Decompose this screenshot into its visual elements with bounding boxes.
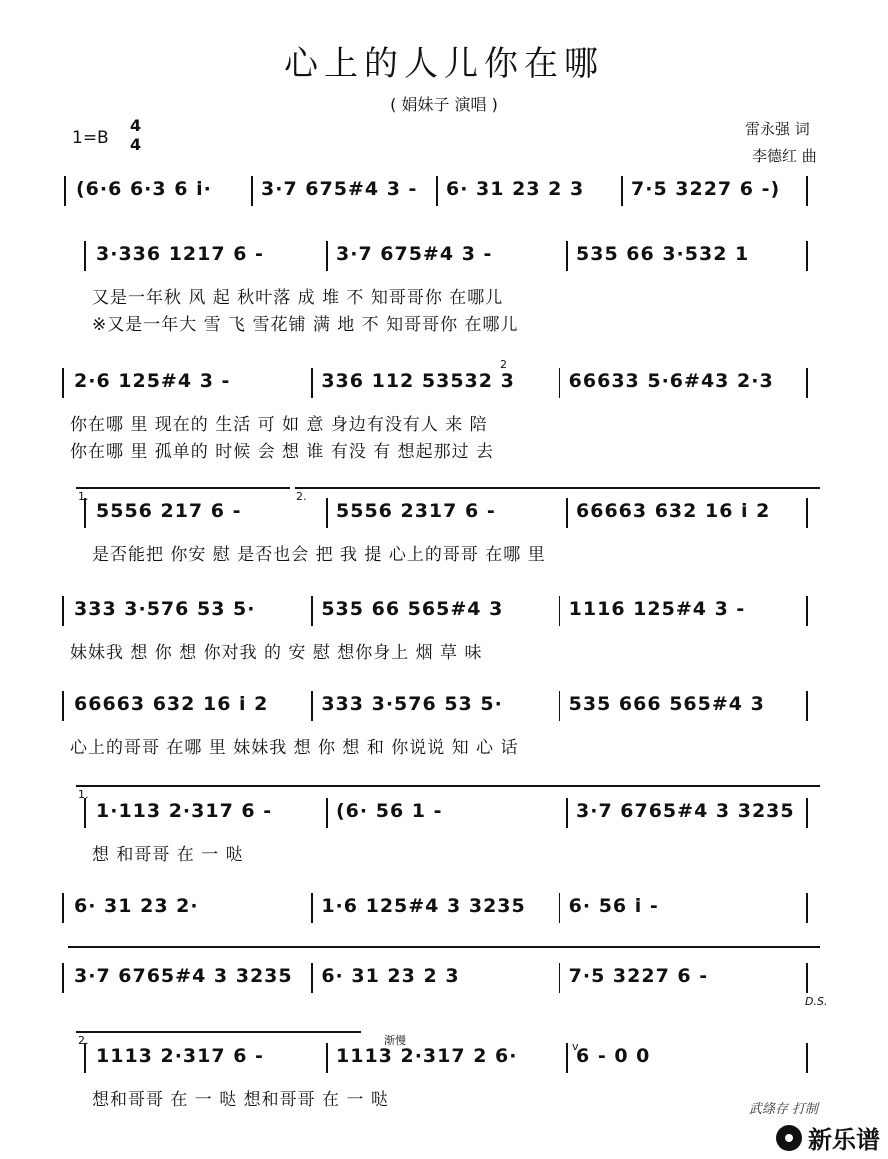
- bar-line: [326, 241, 328, 271]
- measure: 3·7 675#4 3 -: [336, 243, 493, 265]
- bar-line: [566, 1043, 568, 1073]
- bar-line: [806, 1043, 808, 1073]
- volta-1-b: 1.: [78, 788, 89, 801]
- bar-line: [806, 798, 808, 828]
- bar-line: [559, 893, 561, 923]
- bar-line: [806, 963, 808, 993]
- bar-line: [559, 368, 561, 398]
- site-logo: [776, 1120, 880, 1155]
- bar-line-start: [62, 596, 64, 626]
- bar-line: [311, 368, 313, 398]
- bar-line: [806, 368, 808, 398]
- bar-line-start: [62, 368, 64, 398]
- measure: 333 3·576 53 5·: [321, 693, 503, 715]
- bar-line: [566, 798, 568, 828]
- bar-line: [566, 498, 568, 528]
- volta-line-1b: [76, 785, 820, 787]
- section-line: [68, 946, 820, 948]
- lyric-line: 想 和哥哥 在 一 哒: [92, 845, 244, 865]
- measure: 5556 2317 6 -: [336, 500, 496, 522]
- bar-line-start: [84, 241, 86, 271]
- volta-line-2b: [76, 1031, 361, 1033]
- bar-line: [326, 798, 328, 828]
- bar-line: [311, 596, 313, 626]
- measure: (6· 56 1 -: [336, 800, 443, 822]
- bar-line: [806, 498, 808, 528]
- measure: 5556 217 6 -: [96, 500, 242, 522]
- measure: 66633 5·6#43 2·3: [568, 370, 774, 392]
- bar-line: [326, 1043, 328, 1073]
- logo-text: 新乐谱: [808, 1126, 880, 1154]
- measure: 66663 632 16 i 2: [74, 693, 269, 715]
- measure: 6· 31 23 2 3: [321, 965, 460, 987]
- bar-line: [806, 893, 808, 923]
- measure: 3·7 6765#4 3 3235: [576, 800, 795, 822]
- measure: 1·113 2·317 6 -: [96, 800, 273, 822]
- bar-line: [436, 176, 438, 206]
- maker-credit: 武绦存 打制: [748, 1102, 818, 1117]
- bar-line: [311, 963, 313, 993]
- time-bottom: 4: [130, 135, 142, 154]
- measure: 6· 31 23 2·: [74, 895, 199, 917]
- measure: 1116 125#4 3 -: [568, 598, 746, 620]
- bar-line-start: [64, 176, 66, 206]
- measure: 6· 56 i -: [568, 895, 659, 917]
- measure: 3·7 675#4 3 -: [261, 178, 418, 200]
- measure: 1113 2·317 2 6·: [336, 1045, 518, 1067]
- page-subtitle: ( 娟妹子 演唱 ): [390, 95, 498, 114]
- measure: 3·7 6765#4 3 3235: [74, 965, 293, 987]
- lyric-line: 妹妹我 想 你 想 你对我 的 安 慰 想你身上 烟 草 味: [70, 643, 483, 663]
- bar-line-start: [62, 893, 64, 923]
- measure: 535 66 3·532 1: [576, 243, 750, 265]
- bar-line-start: [84, 798, 86, 828]
- lyric-line: 你在哪 里 孤单的 时候 会 想 谁 有没 有 想起那过 去: [70, 442, 495, 462]
- ds-mark: D.S.: [805, 995, 828, 1008]
- breath-mark: v: [572, 1040, 579, 1053]
- bar-line: [559, 596, 561, 626]
- measure: 6· 31 23 2 3: [446, 178, 585, 200]
- measure: 3·336 1217 6 -: [96, 243, 264, 265]
- volta-line-1a: [76, 487, 290, 489]
- measure: 7·5 3227 6 -: [568, 965, 709, 987]
- bar-line-start: [62, 963, 64, 993]
- lyric-line: 你在哪 里 现在的 生活 可 如 意 身边有没有人 来 陪: [70, 415, 488, 435]
- measure: 2·6 125#4 3 -: [74, 370, 231, 392]
- lyric-line: 又是一年秋 风 起 秋叶落 成 堆 不 知哥哥你 在哪儿: [92, 288, 504, 308]
- bar-line-start: [62, 691, 64, 721]
- measure: 535 666 565#4 3: [568, 693, 765, 715]
- measure: (6·6 6·3 6 i·: [76, 178, 212, 200]
- time-top: 4: [130, 116, 142, 135]
- volta-2-a: 2.: [296, 490, 307, 503]
- bar-line: [806, 691, 808, 721]
- measure: 66663 632 16 i 2: [576, 500, 771, 522]
- lyric-line: 是否能把 你安 慰 是否也会 把 我 提 心上的哥哥 在哪 里: [92, 545, 546, 565]
- lyric-line: 心上的哥哥 在哪 里 妹妹我 想 你 想 和 你说说 知 心 话: [70, 738, 519, 758]
- measure: 1·6 125#4 3 3235: [321, 895, 526, 917]
- bar-line: [621, 176, 623, 206]
- volta-2-b: 2.: [78, 1034, 89, 1047]
- composer-credit: 李德红 曲: [752, 147, 817, 165]
- bar-line: [311, 691, 313, 721]
- page-title: 心上的人儿你在哪: [284, 44, 604, 84]
- measure: 6 - 0 0: [576, 1045, 651, 1067]
- lyric-line: 想和哥哥 在 一 哒 想和哥哥 在 一 哒: [92, 1090, 389, 1110]
- bar-line: [559, 963, 561, 993]
- bar-line: [251, 176, 253, 206]
- volta-1-a: 1.: [78, 490, 89, 503]
- measure: 333 3·576 53 5·: [74, 598, 256, 620]
- small-two: 2: [500, 358, 507, 371]
- bar-line: [806, 176, 808, 206]
- volta-line-2a: [295, 487, 820, 489]
- lyric-line: ※又是一年大 雪 飞 雪花铺 满 地 不 知哥哥你 在哪儿: [92, 315, 519, 335]
- logo-icon: [776, 1125, 802, 1151]
- bar-line: [806, 241, 808, 271]
- key-signature: 1=B: [72, 128, 109, 148]
- measure: 1113 2·317 6 -: [96, 1045, 264, 1067]
- bar-line: [566, 241, 568, 271]
- measure: 535 66 565#4 3: [321, 598, 504, 620]
- time-signature: [130, 116, 141, 154]
- measure: 336 112 53532 3: [321, 370, 515, 392]
- bar-line-start: [84, 1043, 86, 1073]
- bar-line: [311, 893, 313, 923]
- lyricist-credit: 雷永强 词: [745, 120, 810, 138]
- bar-line: [806, 596, 808, 626]
- measure: 7·5 3227 6 -): [631, 178, 781, 200]
- bar-line: [326, 498, 328, 528]
- bar-line: [559, 691, 561, 721]
- tempo-mark: 渐慢: [384, 1034, 406, 1047]
